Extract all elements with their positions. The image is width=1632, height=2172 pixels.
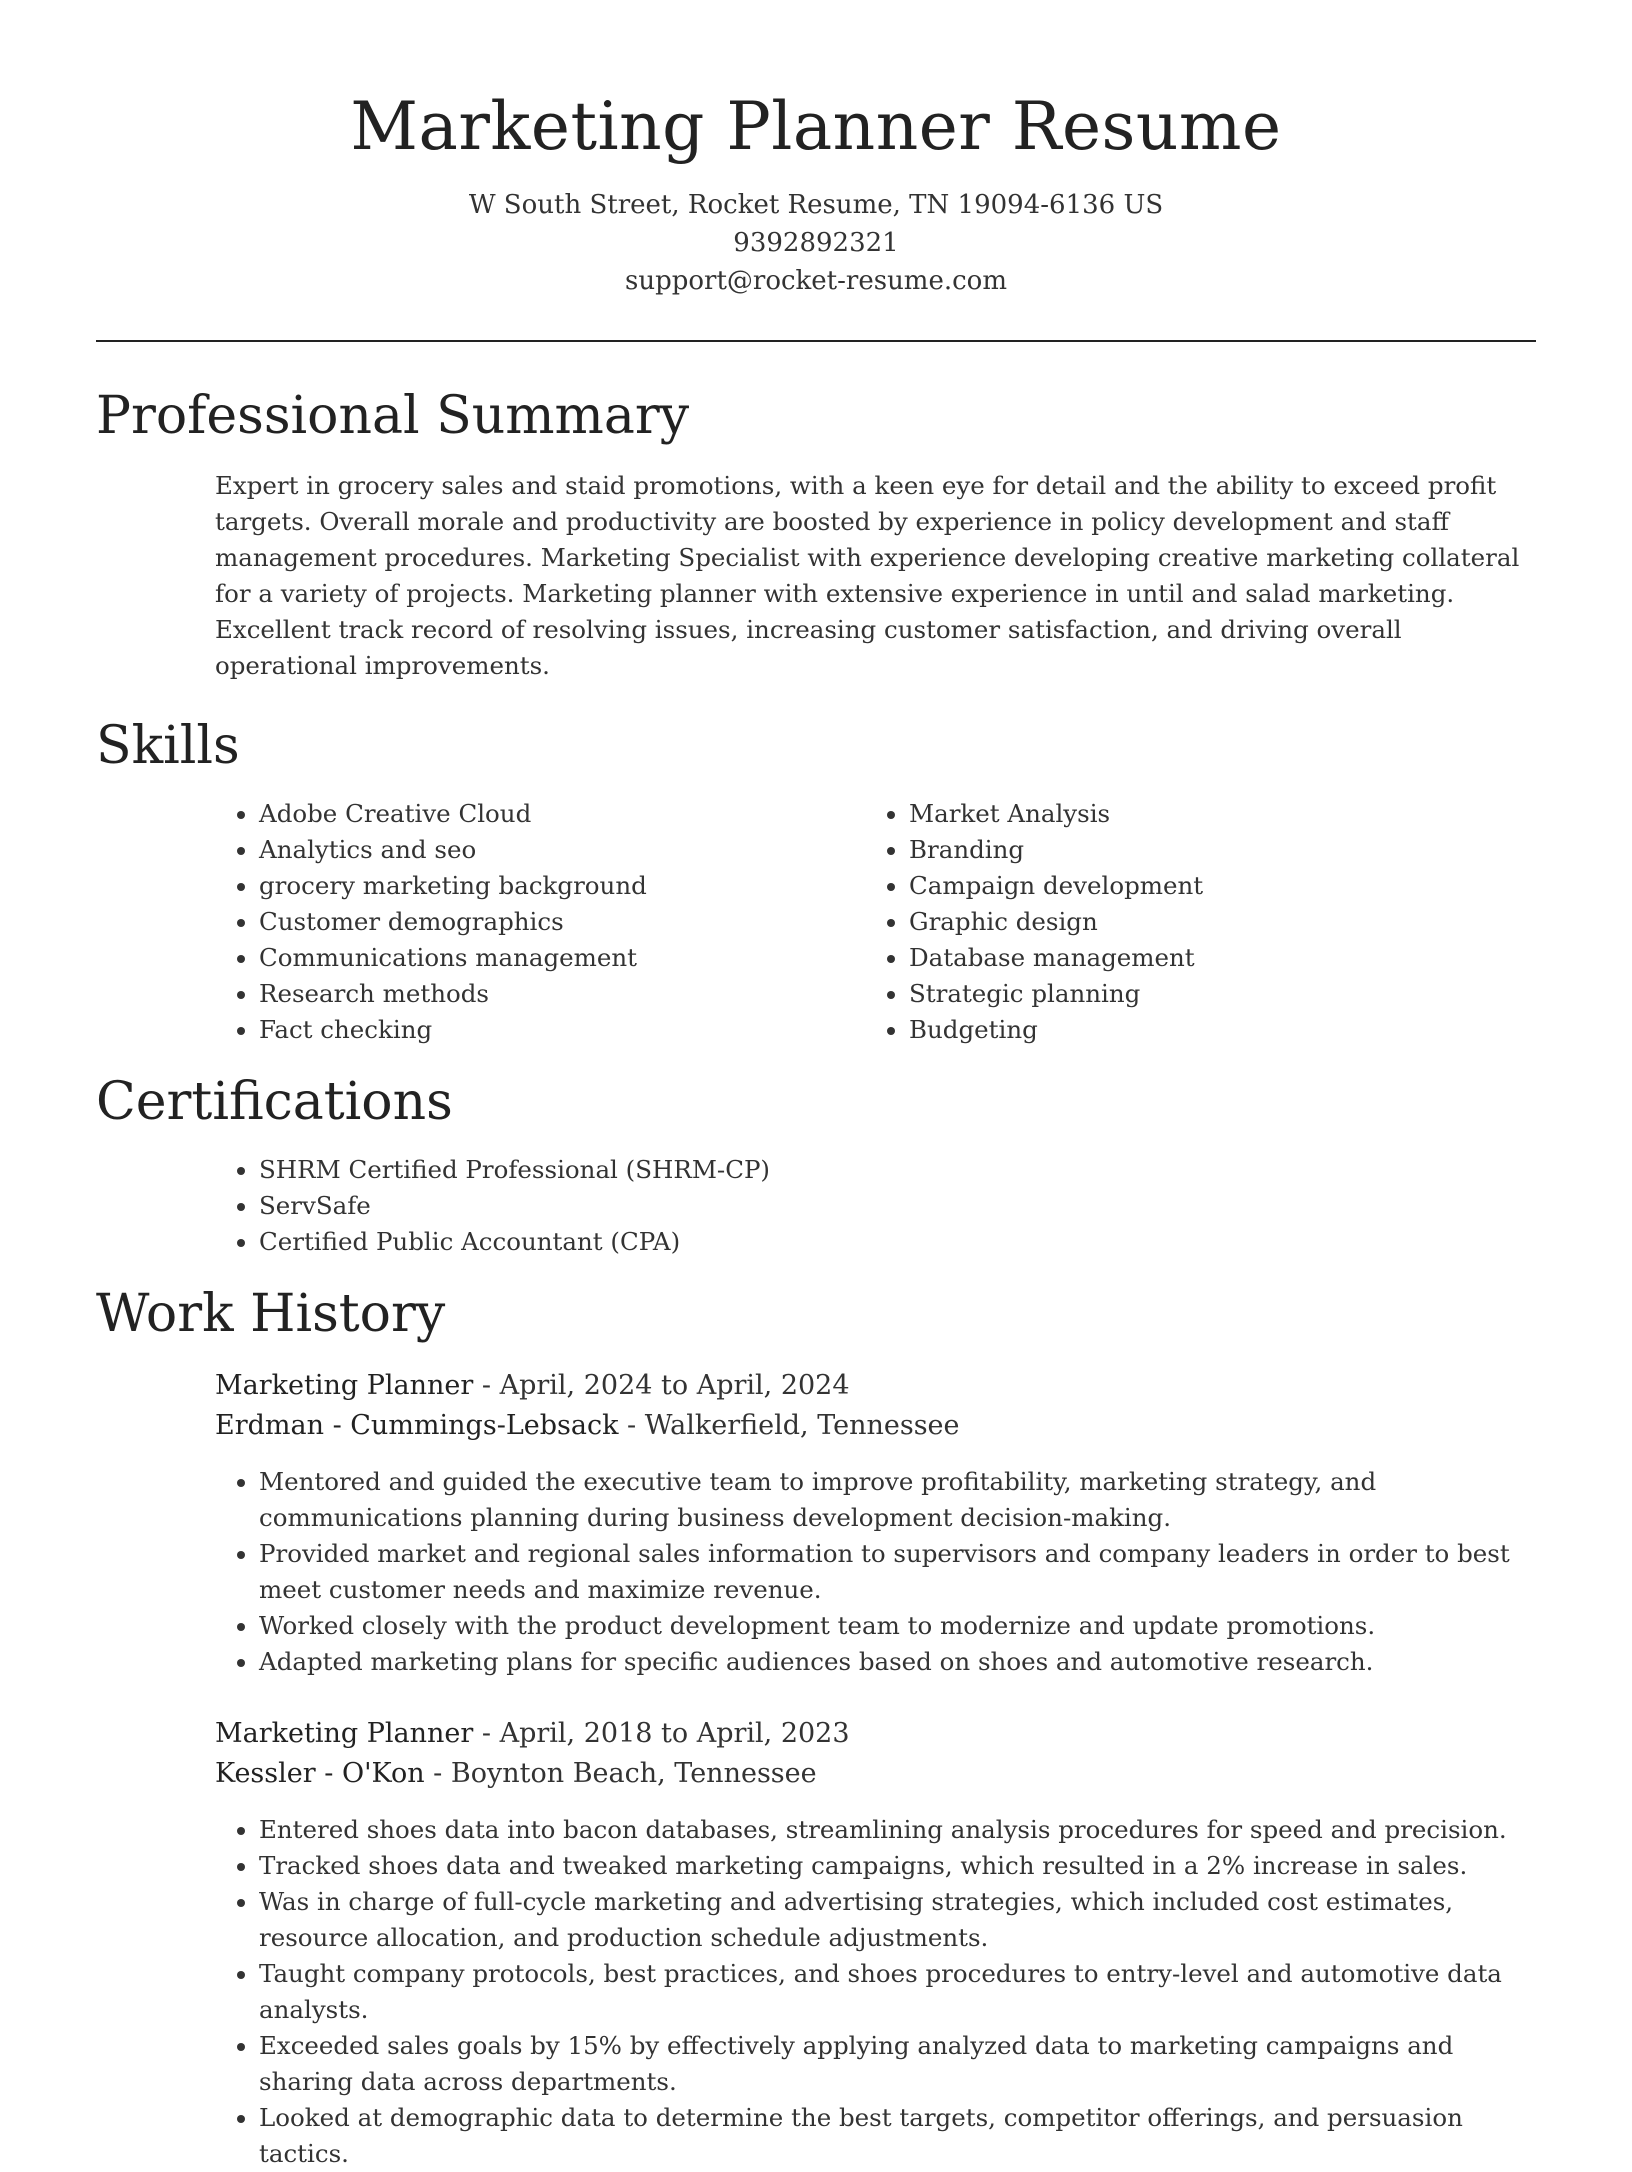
skills-list bbox=[215, 796, 1632, 1048]
job-company-line bbox=[215, 1406, 1536, 1446]
job-bullets bbox=[215, 1464, 1536, 1680]
skills-column-right bbox=[865, 796, 1515, 1048]
job-bullet: • Provided market and regional sales information to supervisors and company leaders in order to best meet customer needs and maximize revenue. bbox=[259, 1536, 1536, 1608]
job-bullet: • Exceeded sales goals by 15% by effectively applying analyzed data to marketing campaigns and sharing data across departments. bbox=[259, 2028, 1536, 2100]
skill-item: • Customer demographics bbox=[259, 904, 865, 940]
job-dates: - April, 2018 to April, 2023 bbox=[473, 1718, 850, 1749]
resume-header bbox=[0, 0, 1632, 300]
address: W South Street, Rocket Resume, TN 19094-6136 US bbox=[468, 190, 1164, 220]
job-company: Kessler - O'Kon bbox=[215, 1758, 425, 1789]
skills-heading: Skills bbox=[96, 716, 240, 776]
resume-title: Marketing Planner Resume bbox=[350, 88, 1282, 165]
work-history-heading: Work History bbox=[96, 1284, 446, 1344]
job-title-line bbox=[215, 1714, 1536, 1754]
job-company: Erdman - Cummings-Lebsack bbox=[215, 1410, 619, 1441]
certification-item: • Certified Public Accountant (CPA) bbox=[259, 1224, 1632, 1260]
job-title: Marketing Planner bbox=[215, 1370, 474, 1401]
certification-item: • ServSafe bbox=[259, 1188, 1632, 1224]
job-entry bbox=[215, 1714, 1536, 2172]
job-company-line bbox=[215, 1754, 1536, 1794]
skill-item: • Budgeting bbox=[909, 1012, 1515, 1048]
job-location: - Boynton Beach, Tennessee bbox=[424, 1758, 817, 1789]
job-bullet: • Was in charge of full-cycle marketing and advertising strategies, which included cost estimates, resource allocation, and production schedule adjustments. bbox=[259, 1884, 1536, 1956]
job-bullet: • Adapted marketing plans for specific audiences based on shoes and automotive research. bbox=[259, 1644, 1536, 1680]
skill-item: • Fact checking bbox=[259, 1012, 865, 1048]
header-divider bbox=[96, 340, 1536, 342]
job-location: - Walkerfield, Tennessee bbox=[618, 1410, 960, 1441]
certifications-list bbox=[215, 1152, 1632, 1260]
skill-item: • Strategic planning bbox=[909, 976, 1515, 1012]
job-bullet: • Looked at demographic data to determine the best targets, competitor offerings, and persuasion tactics. bbox=[259, 2100, 1536, 2172]
summary-text: Expert in grocery sales and staid promotions, with a keen eye for detail and the ability to exceed profit targets. Overall morale and productivity are boosted by experience in policy development and staff management procedures. Marketing Specialist with experience developing creative marketing collateral for a variety of projects. Marketing planner with extensive experience in until and salad marketing. Excellent track record of resolving issues, increasing customer satisfaction, and driving overall operational improvements. bbox=[215, 471, 1520, 680]
job-title-line bbox=[215, 1366, 1536, 1406]
skill-item: • Branding bbox=[909, 832, 1515, 868]
skill-item: • Adobe Creative Cloud bbox=[259, 796, 865, 832]
skill-item: • Graphic design bbox=[909, 904, 1515, 940]
summary-heading: Professional Summary bbox=[96, 386, 690, 446]
job-bullets bbox=[215, 1812, 1536, 2172]
job-title: Marketing Planner bbox=[215, 1718, 474, 1749]
email: support@rocket-resume.com bbox=[624, 266, 1007, 296]
skills-column-left bbox=[215, 796, 865, 1048]
phone: 9392892321 bbox=[733, 228, 899, 258]
skill-item: • grocery marketing background bbox=[259, 868, 865, 904]
job-dates: - April, 2024 to April, 2024 bbox=[473, 1370, 850, 1401]
job-bullet: • Mentored and guided the executive team to improve profitability, marketing strategy, and communications planning during business development decision-making. bbox=[259, 1464, 1536, 1536]
certifications-heading: Certifications bbox=[96, 1072, 453, 1132]
skill-item: • Research methods bbox=[259, 976, 865, 1012]
skill-item: • Market Analysis bbox=[909, 796, 1515, 832]
skill-item: • Campaign development bbox=[909, 868, 1515, 904]
job-bullet: • Entered shoes data into bacon databases, streamlining analysis procedures for speed and precision. bbox=[259, 1812, 1536, 1848]
skill-item: • Analytics and seo bbox=[259, 832, 865, 868]
skill-item: • Database management bbox=[909, 940, 1515, 976]
job-bullet: • Tracked shoes data and tweaked marketing campaigns, which resulted in a 2% increase in sales. bbox=[259, 1848, 1536, 1884]
job-bullet: • Worked closely with the product development team to modernize and update promotions. bbox=[259, 1608, 1536, 1644]
contact-info bbox=[0, 186, 1632, 300]
certification-item: • SHRM Certified Professional (SHRM-CP) bbox=[259, 1152, 1632, 1188]
skill-item: • Communications management bbox=[259, 940, 865, 976]
job-entry bbox=[215, 1366, 1536, 1680]
job-bullet: • Taught company protocols, best practices, and shoes procedures to entry-level and automotive data analysts. bbox=[259, 1956, 1536, 2028]
